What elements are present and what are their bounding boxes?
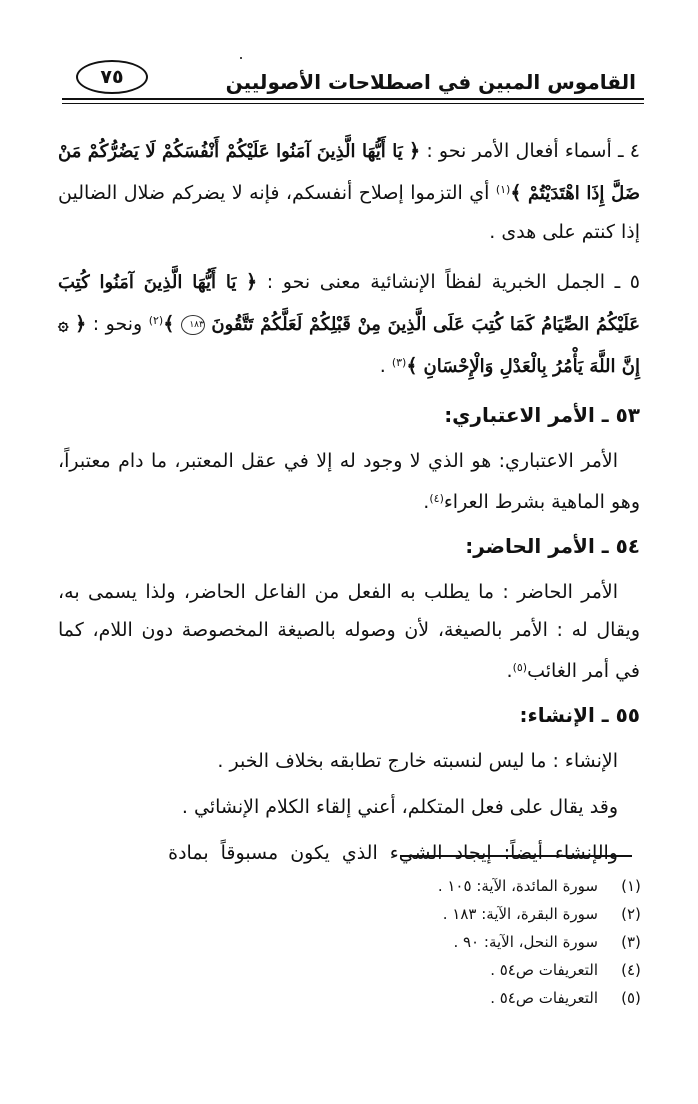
footnote-text: سورة البقرة، الآية: ١٨٣ .: [442, 905, 598, 923]
quran-verse: يَا أَيُّهَا الَّذِينَ آمَنُوا كُتِبَ عَلَيْكُمُ الصِّيَامُ كَمَا كُتِبَ عَلَى الَّذِينَ مِنْ قَبْلِكُمْ لَعَلَّكُمْ تَتَّقُونَ: [58, 272, 641, 335]
footnotes: [342, 872, 642, 1012]
footnote-number: (٢): [621, 905, 641, 923]
footnote-ref: (٥): [512, 661, 528, 674]
section-heading-53: ٥٣ ـ الأمر الاعتباري:: [444, 403, 640, 427]
footnote-text: التعريفات ص٥٤ .: [490, 961, 598, 979]
ayah-close-bracket: ﴾: [163, 313, 175, 335]
footnote-separator: [400, 855, 632, 857]
page-number-badge: [76, 60, 148, 94]
header-rule-thin: [62, 103, 644, 104]
footnote-ref: (٢): [148, 314, 164, 327]
running-title: القاموس المبين في اصطلاحات الأصوليين: [225, 70, 636, 94]
section-heading-55: ٥٥ ـ الإنشاء:: [519, 703, 640, 727]
header-rule: [62, 98, 644, 100]
footnote: [342, 900, 642, 928]
section-paragraph: [58, 442, 640, 521]
ayah-close-bracket: ﴾: [510, 182, 522, 204]
paragraph-text: الأمر الحاضر : ما يطلب به الفعل من الفاعل الحاضر، ولذا يسمى به، ويقال له : الأمر بالصيغة، لأن وصوله بالصيغة المخصوصة دون اللام، كما في أمر الغائب: [58, 581, 640, 682]
footnote-ref: (٤): [429, 492, 444, 505]
footnote-text: سورة النحل، الآية: ٩٠ .: [453, 933, 598, 951]
footnote-ref: (١): [495, 183, 511, 196]
paragraph-end: .: [423, 491, 430, 513]
footnote: [342, 984, 642, 1012]
quran-verse: ۞ إِنَّ اللَّهَ يَأْمُرُ بِالْعَدْلِ وَالْإِحْسَانِ: [58, 314, 640, 377]
footnote-number: (٥): [621, 989, 641, 1007]
ayah-open-bracket: ﴿: [75, 313, 87, 335]
page-number: ٧٥: [100, 66, 124, 88]
ayah-number-mark: ١٨٣: [181, 315, 205, 335]
paragraph-text: الأمر الاعتباري: هو الذي لا وجود له إلا في عقل المعتبر، ما دام معتبراً، وهو الماهية بشرط العراء: [58, 450, 640, 513]
footnote-number: (٤): [621, 961, 641, 979]
footnote: [342, 928, 642, 956]
footnote-number: (٣): [621, 933, 641, 951]
page-header: [62, 48, 642, 96]
section-paragraph: والإنشاء أيضاً: إيجاد الشيء الذي يكون مسبوقاً بمادة: [168, 842, 618, 864]
scan-speck: [240, 57, 242, 59]
page-body: [58, 132, 640, 880]
section-paragraph: [58, 573, 640, 690]
section-paragraph: وقد يقال على فعل المتكلم، أعني إلقاء الكلام الإنشائي .: [181, 796, 618, 818]
section-heading-54: ٥٤ ـ الأمر الحاضر:: [465, 534, 640, 558]
item-connector: ونحو :: [92, 313, 143, 335]
ayah-open-bracket: ﴿: [245, 271, 258, 293]
footnote-number: (١): [621, 877, 641, 895]
footnote: [342, 872, 642, 900]
ayah-open-bracket: ﴿: [408, 140, 421, 162]
section-paragraph: الإنشاء : ما ليس لنسبته خارج تطابقه بخلاف الخبر .: [217, 750, 618, 772]
list-item-4: [58, 132, 640, 251]
item-label: ٤ ـ أسماء أفعال الأمر نحو :: [426, 140, 640, 162]
paragraph-end: .: [506, 660, 513, 682]
quran-verse: يَا أَيُّهَا الَّذِينَ آمَنُوا عَلَيْكُمْ أَنْفُسَكُمْ لَا يَضُرُّكُمْ مَنْ ضَلَّ إِذَا اهْتَدَيْتُمْ: [58, 141, 641, 204]
footnote-ref: (٣): [391, 356, 407, 369]
item-end: .: [379, 355, 386, 377]
item-text: أي التزموا إصلاح أنفسكم، فإنه لا يضركم ضلال الضالين إذا كنتم على هدى .: [58, 182, 640, 243]
ayah-close-bracket: ﴾: [406, 355, 418, 377]
footnote-text: التعريفات ص٥٤ .: [490, 989, 598, 1007]
footnote-text: سورة المائدة، الآية: ١٠٥ .: [437, 877, 598, 895]
list-item-5: [58, 263, 640, 386]
item-label: ٥ ـ الجمل الخبرية لفظاً الإنشائية معنى نحو :: [266, 271, 640, 293]
footnote: [342, 956, 642, 984]
